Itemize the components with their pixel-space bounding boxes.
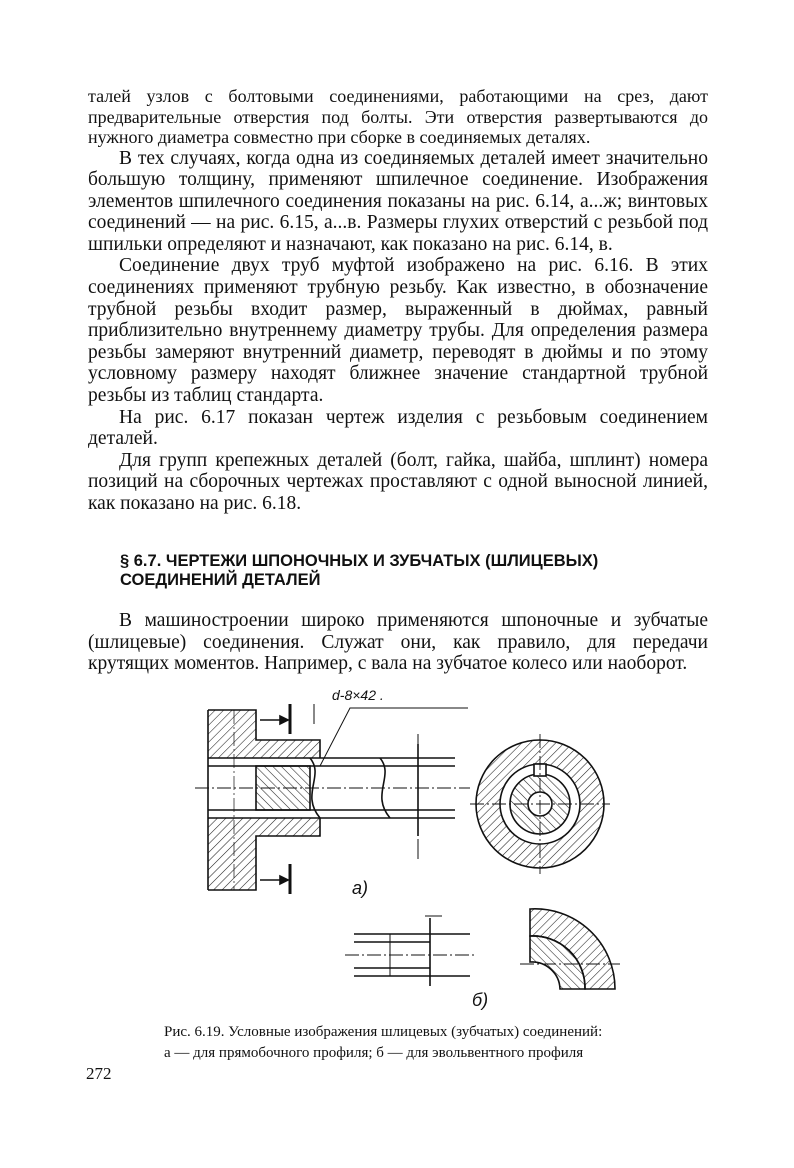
page-number: 272 bbox=[86, 1064, 112, 1083]
figure-dimension-label: d-8×42 . bbox=[332, 687, 384, 703]
paragraph-stud-connection: В тех случаях, когда одна из соединяемых деталей имеет значительно большую толщину, применяют шпилечное соединение. Изображения элементов шпилечного соединения показаны на рис. 6.14, а...ж; винтовых соединений — на рис. 6.15, а...в. Размеры глухих отверстий с резьбой под шпильки определяют и назначают, как показано на рис. 6.14, в. bbox=[88, 147, 708, 255]
view-a-section bbox=[195, 704, 470, 894]
intro-text bbox=[88, 86, 708, 515]
caption-line-1: Рис. 6.19. Условные изображения шлицевых (зубчатых) соединений: bbox=[164, 1024, 603, 1040]
figure-caption bbox=[164, 1022, 724, 1064]
section-heading bbox=[120, 552, 700, 590]
section-heading-line1: § 6.7. ЧЕРТЕЖИ ШПОНОЧНЫХ И ЗУБЧАТЫХ (ШЛИЦЕВЫХ) bbox=[120, 552, 599, 570]
figure-label-a: а) bbox=[352, 878, 369, 898]
view-b-section bbox=[345, 916, 475, 986]
view-b-end-view bbox=[520, 909, 620, 989]
paragraph-bolt-holes: талей узлов с болтовыми соединениями, работающими на срез, дают предварительные отверстия под болты. Эти отверстия развертываются до нужного диаметра совместно при сборке в соединяемых деталях. bbox=[88, 86, 708, 147]
view-a-end-view bbox=[470, 734, 610, 874]
paragraph-spline-intro: В машиностроении широко применяются шпоночные и зубчатые (шлицевые) соединения. Служат они, как правило, для передачи крутящих моментов. Например, с вала на зубчатое колесо или наоборот. bbox=[88, 610, 708, 675]
paragraph-fig-617: На рис. 6.17 показан чертеж изделия с резьбовым соединением деталей. bbox=[88, 406, 708, 450]
section-text bbox=[88, 610, 708, 675]
spline-connection-drawing bbox=[190, 684, 650, 1014]
paragraph-fasteners: Для групп крепежных деталей (болт, гайка, шайба, шплинт) номера позиций на сборочных чертежах проставляют с одной выносной линией, как показано на рис. 6.18. bbox=[88, 449, 708, 514]
figure-label-b: б) bbox=[472, 990, 489, 1010]
section-heading-line2: СОЕДИНЕНИЙ ДЕТАЛЕЙ bbox=[120, 571, 321, 589]
paragraph-pipe-coupling: Соединение двух труб муфтой изображено на рис. 6.16. В этих соединениях применяют трубную резьбу. Как известно, в обозначение трубной резьбы входит размер, выраженный в дюймах, равный приблизительно внутреннему диаметру трубы. Для определения размера резьбы замеряют внутренний диаметр, переводят в дюймы и по этому условному размеру находят ближнее значение стандартной трубной резьбы из таблиц стандарта. bbox=[88, 255, 708, 407]
caption-line-2: а — для прямобочного профиля; б — для эвольвентного профиля bbox=[164, 1045, 584, 1061]
